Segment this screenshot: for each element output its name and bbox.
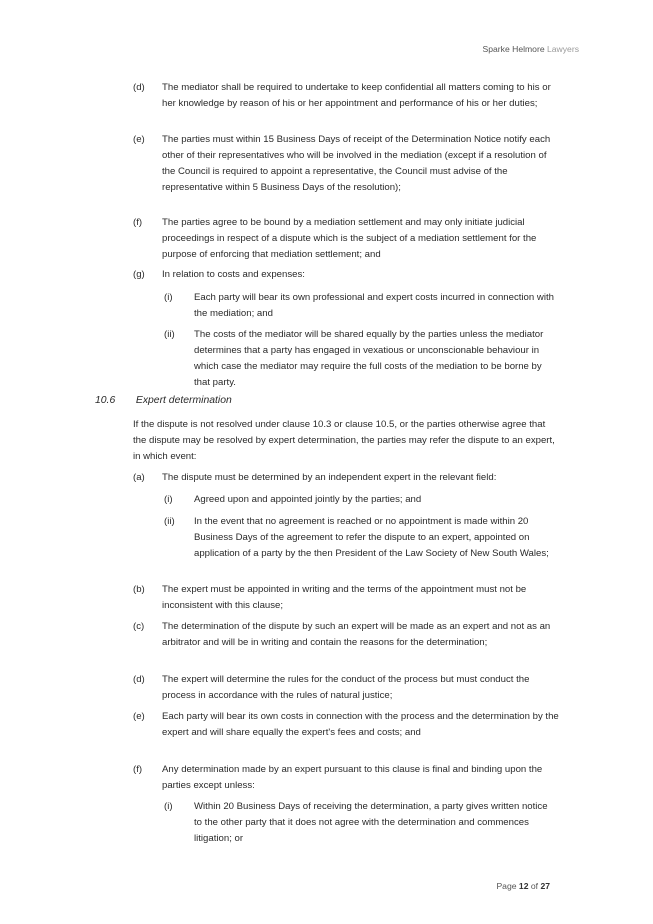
page-header bbox=[483, 44, 579, 54]
item-text: The parties agree to be bound by a mediation settlement and may only initiate judicial proceedings in respect of a dispute which is the subject of a mediation settlement for the purpose of enforcing that mediation settlement; and bbox=[162, 217, 537, 260]
item-label: (e) bbox=[133, 711, 145, 722]
item-text: The determination of the dispute by such an expert will be made as an expert and not as an arbitrator and will be in writing and contain the reasons for the determination; bbox=[162, 621, 551, 648]
page-footer bbox=[496, 881, 550, 891]
item-label: (d) bbox=[133, 82, 145, 93]
item-text: Each party will bear its own professional and expert costs incurred in connection with the mediation; and bbox=[194, 292, 554, 319]
item-label: (a) bbox=[133, 472, 145, 483]
total-pages: 27 bbox=[540, 881, 550, 891]
current-page: 12 bbox=[518, 881, 529, 891]
item-label: (i) bbox=[164, 494, 173, 505]
page-prefix: Page bbox=[496, 881, 517, 891]
item-text: Within 20 Business Days of receiving the determination, a party gives written notice to the other party that it does not agree with the determination and commences litigation; or bbox=[194, 801, 548, 844]
item-label: (e) bbox=[133, 134, 145, 145]
item-text: The expert will determine the rules for the conduct of the process but must conduct the process in accordance with the rules of natural justice; bbox=[162, 674, 530, 701]
item-label: (ii) bbox=[164, 516, 175, 527]
item-text: Any determination made by an expert pursuant to this clause is final and binding upon the parties except unless: bbox=[162, 764, 543, 791]
item-text: The expert must be appointed in writing and the terms of the appointment must not be inconsistent with this clause; bbox=[162, 584, 527, 611]
item-text: In the event that no agreement is reached or no appointment is made within 20 Business Days of the agreement to refer the dispute to an expert, appointed on application of a party by the then President of the Law Society of New South Wales; bbox=[194, 516, 549, 559]
item-text: Each party will bear its own costs in connection with the process and the determination by the expert and will share equally the expert's fees and costs; and bbox=[162, 711, 559, 738]
item-label: (f) bbox=[133, 764, 143, 775]
item-text: In relation to costs and expenses: bbox=[162, 269, 305, 280]
item-text: The mediator shall be required to undertake to keep confidential all matters coming to his or her knowledge by reason of his or her appointment and performance of his or her duties; bbox=[162, 82, 551, 109]
firm-suffix: Lawyers bbox=[547, 44, 579, 54]
item-label: (c) bbox=[133, 621, 145, 632]
item-text: The parties must within 15 Business Days of receipt of the Determination Notice notify each other of their representatives who will be involved in the mediation (except if a resolution of the Council is required to appoint a representative, the Council must advise of the representative within 5 Business Days of the resolution); bbox=[162, 134, 551, 193]
section-title: Expert determination bbox=[135, 395, 232, 406]
page-of: of bbox=[530, 881, 539, 891]
firm-name: Sparke Helmore bbox=[482, 44, 545, 54]
intro-text: If the dispute is not resolved under clause 10.3 or clause 10.5, or the parties otherwise agree that the dispute may be resolved by expert determination, the parties may refer the dispute to an expert, in which event: bbox=[133, 419, 555, 462]
item-label: (g) bbox=[133, 269, 145, 280]
item-text: The costs of the mediator will be shared equally by the parties unless the mediator determines that a party has engaged in vexatious or unconscionable behaviour in which case the mediator may require the full costs of the mediation to be borne by that party. bbox=[194, 329, 544, 388]
section-heading bbox=[95, 395, 232, 406]
item-label: (d) bbox=[133, 674, 145, 685]
item-label: (ii) bbox=[164, 329, 175, 340]
item-label: (i) bbox=[164, 292, 173, 303]
item-text: The dispute must be determined by an independent expert in the relevant field: bbox=[162, 472, 497, 483]
item-label: (i) bbox=[164, 801, 173, 812]
item-text: Agreed upon and appointed jointly by the parties; and bbox=[194, 494, 422, 505]
item-label: (f) bbox=[133, 217, 143, 228]
item-label: (b) bbox=[133, 584, 145, 595]
section-number: 10.6 bbox=[95, 395, 116, 406]
